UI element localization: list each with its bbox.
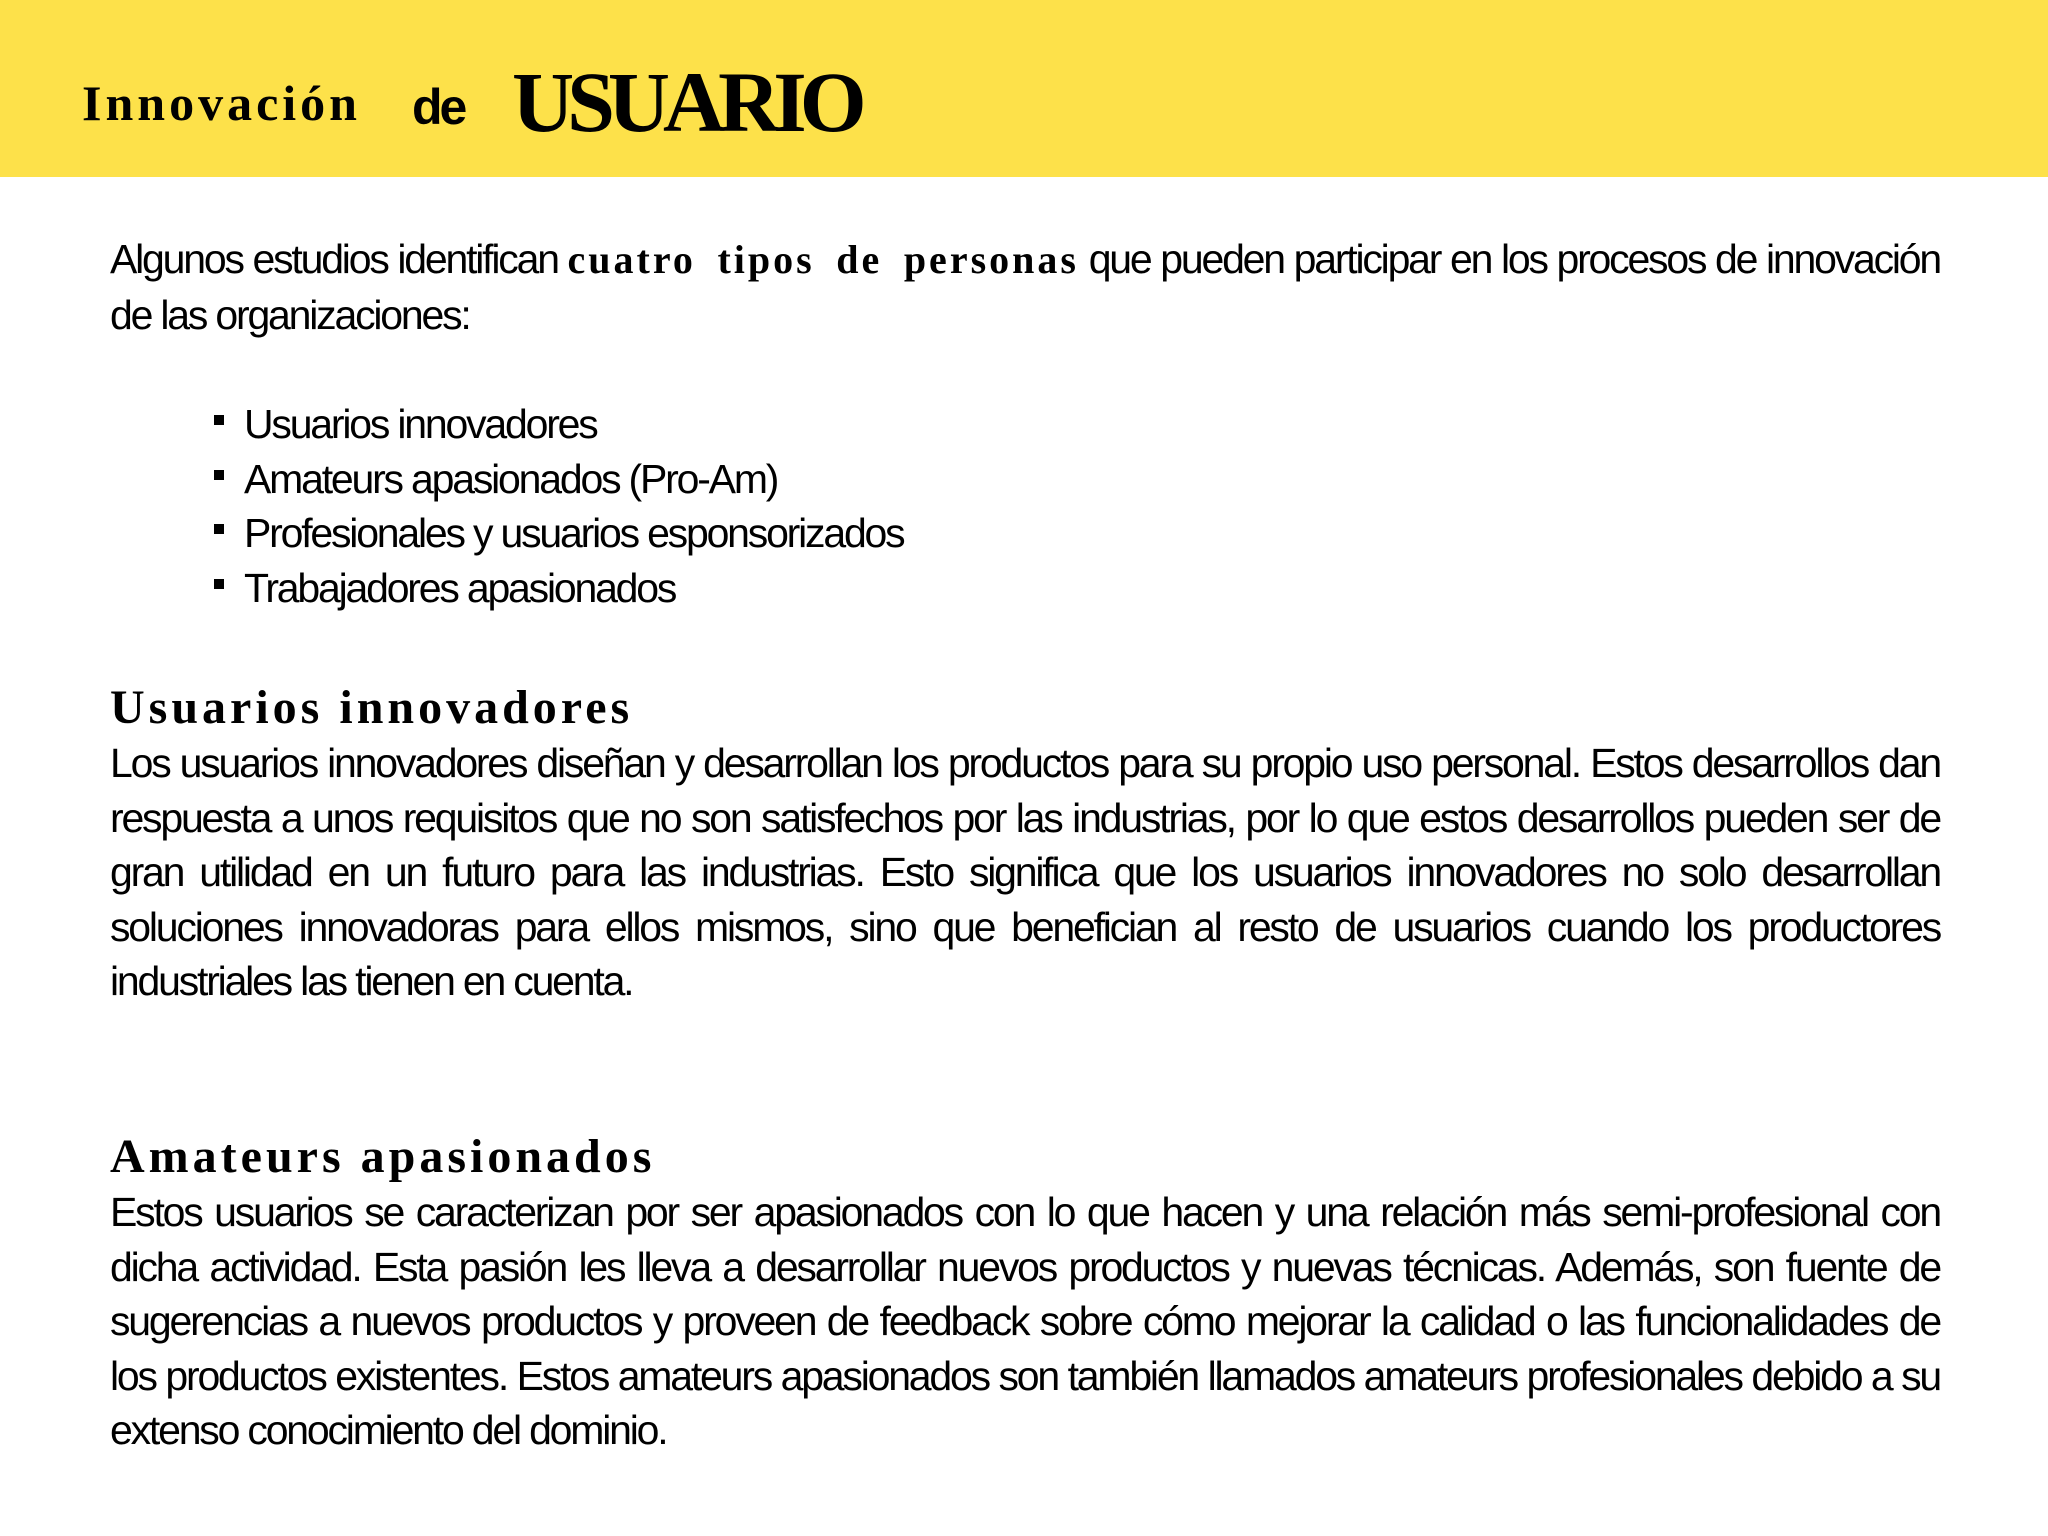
- list-item: [214, 561, 903, 616]
- list-item: [214, 452, 903, 507]
- list-item: [214, 506, 903, 561]
- title-banner: [0, 0, 2048, 177]
- title-word-usuario: USUARIO: [512, 54, 860, 150]
- intro-text-before: Algunos estudios identifican: [110, 236, 568, 282]
- section-amateurs-apasionados: [110, 1129, 1940, 1458]
- list-item-label: Usuarios innovadores: [244, 401, 597, 447]
- bullet-icon: [214, 579, 224, 589]
- bullet-icon: [214, 470, 224, 480]
- section-body: Los usuarios innovadores diseñan y desarrollan los productos para su propio uso personal. Estos desarrollos dan respuesta a unos requisitos que no son satisfechos por las industrias, por lo que estos desarrollos pueden ser de gran utilidad en un futuro para las industrias. Esto significa que los usuarios innovadores no solo desarrollan soluciones innovadoras para ellos mismos, sino que benefician al resto de usuarios cuando los productores industriales las tienen en cuenta.: [110, 740, 1940, 1004]
- section-heading: Usuarios innovadores: [110, 681, 634, 734]
- title-word-innovacion: Innovación: [82, 75, 361, 131]
- slide-content: [110, 232, 1940, 1453]
- section-heading: Amateurs apasionados: [110, 1130, 656, 1183]
- intro-text-after: que pueden participar en los procesos de innovación de las organizaciones:: [110, 236, 1940, 338]
- list-item-label: Amateurs apasionados (Pro-Am): [244, 455, 778, 502]
- list-item: [214, 397, 903, 452]
- section-body: Estos usuarios se caracterizan por ser apasionados con lo que hacen y una relación más semi-profesional con dicha actividad. Esta pasión les lleva a desarrollar nuevos productos y nuevas técnicas. Además, son fuente de sugerencias a nuevos productos y proveen de feedback sobre cómo mejorar la calidad o las funcionalidades de los productos existentes. Estos amateurs apasionados son también llamados amateurs profesionales debido a su extenso conocimiento del dominio.: [110, 1189, 1940, 1453]
- intro-emphasis: cuatro tipos de personas: [567, 237, 1079, 282]
- list-item-label: Profesionales y usuarios esponsorizados: [244, 510, 904, 556]
- person-types-list: [214, 397, 903, 615]
- bullet-icon: [214, 524, 224, 534]
- bullet-icon: [214, 415, 224, 425]
- list-item-label: Trabajadores apasionados: [244, 564, 676, 611]
- title-word-de: de: [412, 79, 465, 135]
- section-usuarios-innovadores: [110, 680, 1940, 1009]
- intro-paragraph: [110, 232, 1940, 342]
